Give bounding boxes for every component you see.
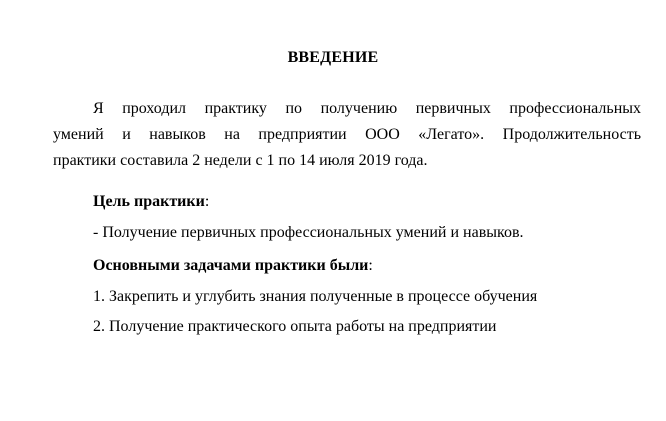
tasks-heading xyxy=(93,254,373,278)
tasks-heading-text: Основными задачами практики были xyxy=(93,257,369,274)
intro-line-3: практики составила 2 недели с 1 по 14 июля 2019 года. xyxy=(53,152,428,169)
goal-heading-text: Цель практики xyxy=(93,193,205,210)
task-item-1: 1. Закрепить и углубить знания полученные в процессе обучения xyxy=(93,288,538,305)
goal-heading-colon: : xyxy=(204,193,210,210)
task-item-2: 2. Получение практического опыта работы на предприятии xyxy=(93,318,497,335)
page-title: ВВЕДЕНИЕ xyxy=(287,49,379,66)
goal-item: - Получение первичных профессиональных умений и навыков. xyxy=(93,224,524,241)
goal-heading xyxy=(93,190,209,214)
intro-line-1: Я проходил практику по получению первичных профессиональных xyxy=(93,100,641,117)
intro-paragraph xyxy=(93,96,641,122)
tasks-heading-colon: : xyxy=(368,257,373,274)
intro-paragraph-cont xyxy=(53,122,641,174)
intro-line-2: умений и навыков на предприятии ООО «Легато». Продолжительность xyxy=(53,126,641,143)
